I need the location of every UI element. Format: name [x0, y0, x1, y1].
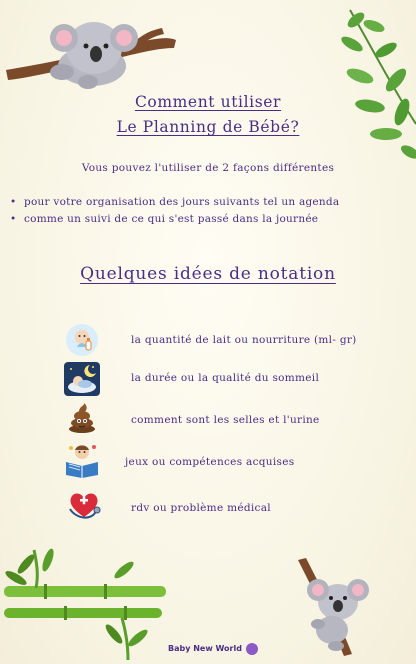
brand-name: Baby New World [168, 644, 242, 653]
sleeping-baby-icon [63, 361, 101, 397]
page-title-line2: Le Planning de Bébé? [116, 118, 300, 136]
bullet-marker: • [10, 196, 17, 208]
list-item: • pour votre organisation des jours suivants tel un agenda [8, 194, 339, 211]
bullet-marker: • [10, 213, 17, 225]
intro-text: Vous pouvez l'utiliser de 2 façons différentes [81, 162, 335, 174]
section-title: Quelques idées de notation [80, 264, 336, 284]
notation-label: la quantité de lait ou nourriture (ml- gr) [131, 334, 357, 346]
koala-branch-illustration [2, 8, 180, 90]
medical-heart-icon [66, 489, 102, 521]
baby-bottle-icon [65, 323, 99, 357]
poop-icon [67, 402, 97, 434]
bamboo-illustration [4, 548, 170, 660]
notation-label: la durée ou la qualité du sommeil [131, 372, 320, 384]
leaf-branch-illustration [330, 4, 416, 164]
koala-climbing-illustration [288, 558, 378, 658]
notation-label: jeux ou compétences acquises [125, 456, 295, 468]
brand-logo-icon [246, 643, 258, 655]
book-play-icon [63, 442, 101, 478]
list-item: • comme un suivi de ce qui s'est passé dans la journée [8, 211, 339, 228]
usage-list [8, 194, 339, 228]
notation-label: rdv ou problème médical [131, 502, 271, 514]
page-title-line1: Comment utiliser [134, 93, 282, 111]
notation-label: comment sont les selles et l'urine [131, 414, 320, 426]
